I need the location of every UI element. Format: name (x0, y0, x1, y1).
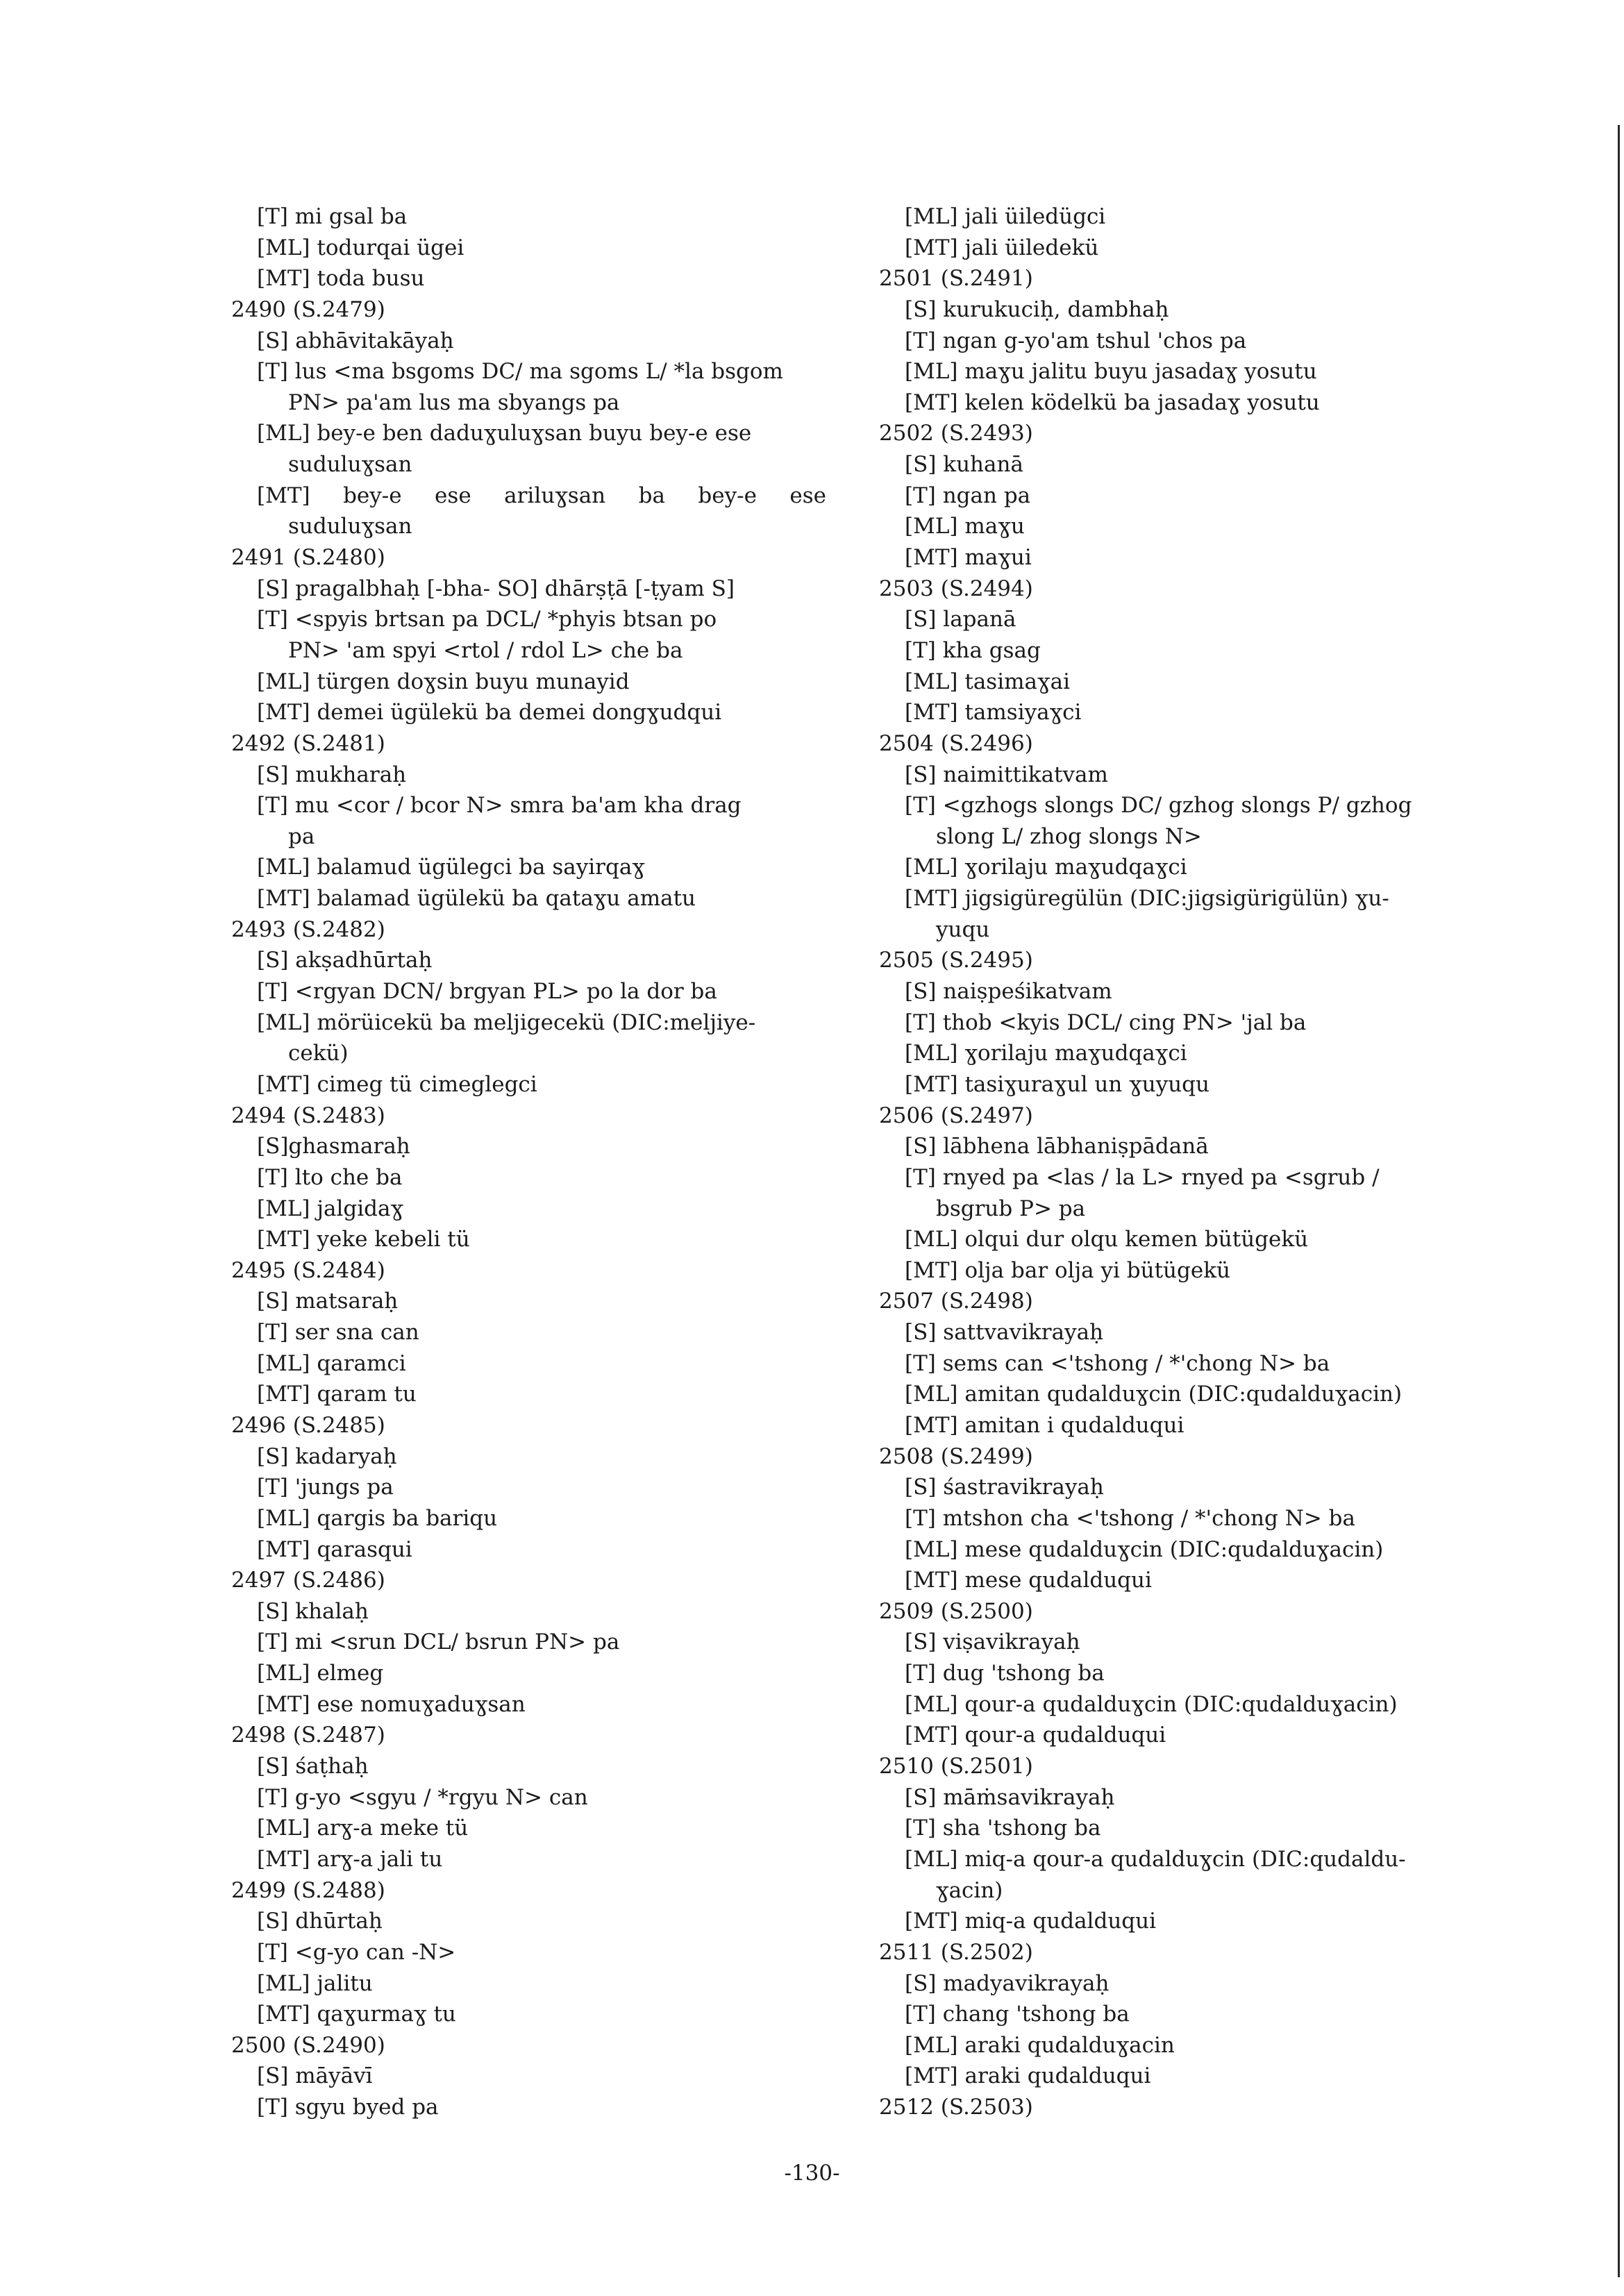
field-line: [ML] maɣu jalitu buyu jasadaɣ yosutu (905, 359, 1317, 385)
field-line: [S] madyavikrayaḥ (905, 1970, 1110, 1996)
entry-number: 2499 (S.2488) (231, 1877, 385, 1903)
field-line: [S] pragalbhaḥ [-bha- SO] dhārṣṭā [-ṭyam S] (257, 576, 735, 601)
field-line: [T] ngan pa (905, 483, 1031, 508)
field-line: [T] ser sna can (257, 1320, 419, 1346)
field-line: [T] mtshon cha <'tshong / *'chong N> ba (905, 1505, 1356, 1531)
continuation-line: ɣacin) (936, 1877, 1003, 1903)
entry-number: 2511 (S.2502) (879, 1939, 1033, 1965)
field-line: [T] dug 'tshong ba (905, 1661, 1105, 1686)
field-line: [MT] araki qudalduqui (905, 2063, 1151, 2089)
entry-number: 2502 (S.2493) (879, 421, 1033, 446)
field-line: [S] mukharaḥ (257, 762, 407, 787)
field-line: [ML] balamud ügülegci ba sayirqaɣ (257, 855, 645, 880)
continuation-line: slong L/ zhog slongs N> (936, 823, 1202, 849)
entry-number: 2508 (S.2499) (879, 1443, 1033, 1469)
continuation-line: suduluɣsan (288, 514, 412, 539)
field-line: [ML] türgen doɣsin buyu munayid (257, 669, 630, 694)
field-line: [T] 'jungs pa (257, 1475, 394, 1500)
field-line: [S] khalaḥ (257, 1598, 369, 1624)
field-line: [T] sgyu byed pa (257, 2095, 439, 2120)
field-line: [T] lto che ba (257, 1164, 403, 1190)
field-line: [S] śaṭhaḥ (257, 1754, 369, 1779)
entry-number: 2491 (S.2480) (231, 545, 385, 571)
field-line: [T] mi <srun DCL/ bsrun PN> pa (257, 1629, 620, 1655)
right-column (873, 201, 1519, 2123)
field-line: [S] kadaryaḥ (257, 1443, 397, 1469)
field-line: [T] <rgyan DCN/ brgyan PL> po la dor ba (257, 979, 717, 1005)
field-line: [S] naiṣpeśikatvam (905, 979, 1112, 1005)
field-line: [S] naimittikatvam (905, 762, 1108, 787)
field-line: [MT] tamsiyaɣci (905, 700, 1082, 726)
field-line: [MT] bey-e ese ariluɣsan ba bey-e ese (257, 483, 826, 508)
field-line: [T] <spyis brtsan pa DCL/ *phyis btsan po (257, 607, 717, 632)
field-line: [MT] yeke kebeli tü (257, 1227, 470, 1252)
entry-number: 2500 (S.2490) (231, 2032, 385, 2058)
field-line: [T] <g-yo can -N> (257, 1939, 456, 1965)
field-line: [T] lus <ma bsgoms DC/ ma sgoms L/ *la bsgom (257, 359, 783, 385)
field-line: [T] ngan g-yo'am tshul 'chos pa (905, 328, 1247, 353)
field-line: [MT] amitan i qudalduqui (905, 1412, 1184, 1438)
field-line: [MT] maɣui (905, 545, 1032, 571)
field-line: [MT] qour-a qudalduqui (905, 1723, 1166, 1748)
field-line: [ML] jalitu (257, 1970, 373, 1996)
entry-number: 2501 (S.2491) (879, 266, 1033, 292)
field-line: [MT] jigsigüregülün (DIC:jigsigürigülün) ɣu- (905, 886, 1389, 912)
field-line: [T] <gzhogs slongs DC/ gzhog slongs P/ gzhog (905, 793, 1412, 819)
field-line: [S] viṣavikrayaḥ (905, 1629, 1080, 1655)
field-line: [ML] qour-a qudalduɣcin (DIC:qudalduɣacin) (905, 1691, 1398, 1717)
left-column (226, 201, 871, 2123)
field-line: [S] māṁsavikrayaḥ (905, 1784, 1115, 1810)
continuation-line: suduluɣsan (288, 452, 412, 478)
field-line: [S] matsaraḥ (257, 1289, 399, 1314)
entry-number: 2498 (S.2487) (231, 1723, 385, 1748)
field-line: [T] rnyed pa <las / la L> rnyed pa <sgrub / (905, 1164, 1380, 1190)
field-line: [MT] toda busu (257, 266, 425, 292)
field-line: [ML] jali üiledügci (905, 204, 1106, 229)
field-line: [S] lābhena lābhaniṣpādanā (905, 1134, 1209, 1159)
field-line: [ML] mörüicekü ba meljigecekü (DIC:meljiye- (257, 1009, 756, 1035)
entry-number: 2490 (S.2479) (231, 296, 385, 322)
field-line: [MT] demei ügülekü ba demei dongɣudqui (257, 700, 722, 726)
field-line: [S] māyāvī (257, 2063, 373, 2089)
entry-number: 2506 (S.2497) (879, 1103, 1033, 1128)
field-line: [T] thob <kyis DCL/ cing PN> 'jal ba (905, 1009, 1307, 1035)
field-line: [ML] ɣorilaju maɣudqaɣci (905, 855, 1187, 880)
field-line: [ML] qargis ba bariqu (257, 1505, 498, 1531)
field-line: [ML] olqui dur olqu kemen bütügekü (905, 1227, 1309, 1252)
field-line: [ML] miq-a qour-a qudalduɣcin (DIC:qudaldu- (905, 1846, 1406, 1872)
field-line: [MT] olja bar olja yi bütügekü (905, 1257, 1230, 1283)
field-line: [T] g-yo <sgyu / *rgyu N> can (257, 1784, 588, 1810)
field-line: [ML] maɣu (905, 514, 1025, 539)
field-line: [S] kuhanā (905, 452, 1023, 478)
field-line: [T] chang 'tshong ba (905, 2002, 1130, 2027)
field-line: [MT] mese qudalduqui (905, 1568, 1152, 1593)
field-line: [S] lapanā (905, 607, 1016, 632)
field-line: [S] abhāvitakāyaḥ (257, 328, 454, 353)
field-line: [MT] kelen ködelkü ba jasadaɣ yosutu (905, 389, 1320, 415)
field-line: [T] mu <cor / bcor N> smra ba'am kha drag (257, 793, 742, 819)
field-line: [MT] qaɣurmaɣ tu (257, 2002, 456, 2027)
entry-number: 2510 (S.2501) (879, 1754, 1033, 1779)
field-line: [MT] tasiɣuraɣul un ɣuyuqu (905, 1071, 1209, 1097)
field-line: [ML] araki qudalduɣacin (905, 2032, 1175, 2058)
entry-number: 2496 (S.2485) (231, 1412, 385, 1438)
field-line: [MT] balamad ügülekü ba qataɣu amatu (257, 886, 696, 912)
entry-number: 2504 (S.2496) (879, 730, 1033, 756)
continuation-line: bsgrub P> pa (936, 1196, 1086, 1221)
continuation-line: pa (288, 823, 315, 849)
entry-number: 2492 (S.2481) (231, 730, 385, 756)
field-line: [MT] cimeg tü cimeglegci (257, 1071, 537, 1097)
field-line: [MT] qarasqui (257, 1536, 412, 1562)
field-line: [ML] elmeg (257, 1661, 384, 1686)
entry-number: 2493 (S.2482) (231, 916, 385, 942)
field-line: [T] mi gsal ba (257, 204, 408, 229)
field-line: [ML] arɣ-a meke tü (257, 1816, 469, 1841)
entry-number: 2494 (S.2483) (231, 1103, 385, 1128)
field-line: [T] sha 'tshong ba (905, 1816, 1101, 1841)
field-line: [S] dhūrtaḥ (257, 1909, 383, 1934)
field-line: [S]ghasmaraḥ (257, 1134, 410, 1159)
field-line: [S] kurukuciḥ, dambhaḥ (905, 296, 1169, 322)
entry-number: 2512 (S.2503) (879, 2095, 1033, 2120)
field-line: [T] sems can <'tshong / *'chong N> ba (905, 1350, 1330, 1376)
field-line: [MT] ese nomuɣaduɣsan (257, 1691, 526, 1717)
field-line: [ML] todurqai ügei (257, 235, 464, 260)
page-number: -130- (784, 2161, 840, 2186)
continuation-line: cekü) (288, 1041, 349, 1066)
entry-number: 2509 (S.2500) (879, 1598, 1033, 1624)
entry-number: 2507 (S.2498) (879, 1289, 1033, 1314)
field-line: [ML] jalgidaɣ (257, 1196, 404, 1221)
field-line: [MT] jali üiledekü (905, 235, 1099, 260)
field-line: [ML] qaramci (257, 1350, 406, 1376)
field-line: [ML] amitan qudalduɣcin (DIC:qudalduɣacin) (905, 1382, 1403, 1407)
field-line: [ML] ɣorilaju maɣudqaɣci (905, 1041, 1187, 1066)
entry-number: 2497 (S.2486) (231, 1568, 385, 1593)
field-line: [MT] qaram tu (257, 1382, 417, 1407)
field-line: [ML] bey-e ben daduɣuluɣsan buyu bey-e ese (257, 421, 752, 446)
field-line: [ML] mese qudalduɣcin (DIC:qudalduɣacin) (905, 1536, 1384, 1562)
field-line: [T] kha gsag (905, 637, 1041, 663)
field-line: [S] śastravikrayaḥ (905, 1475, 1104, 1500)
field-line: [MT] miq-a qudalduqui (905, 1909, 1157, 1934)
continuation-line: PN> 'am spyi <rtol / rdol L> che ba (288, 637, 683, 663)
continuation-line: yuqu (936, 916, 990, 942)
entry-number: 2505 (S.2495) (879, 948, 1033, 973)
entry-number: 2503 (S.2494) (879, 576, 1033, 601)
field-line: [MT] arɣ-a jali tu (257, 1846, 443, 1872)
scan-edge-rule (1618, 125, 1620, 2277)
field-line: [ML] tasimaɣai (905, 669, 1070, 694)
continuation-line: PN> pa'am lus ma sbyangs pa (288, 389, 620, 415)
field-line: [S] akṣadhūrtaḥ (257, 948, 433, 973)
field-line: [S] sattvavikrayaḥ (905, 1320, 1104, 1346)
entry-number: 2495 (S.2484) (231, 1257, 385, 1283)
